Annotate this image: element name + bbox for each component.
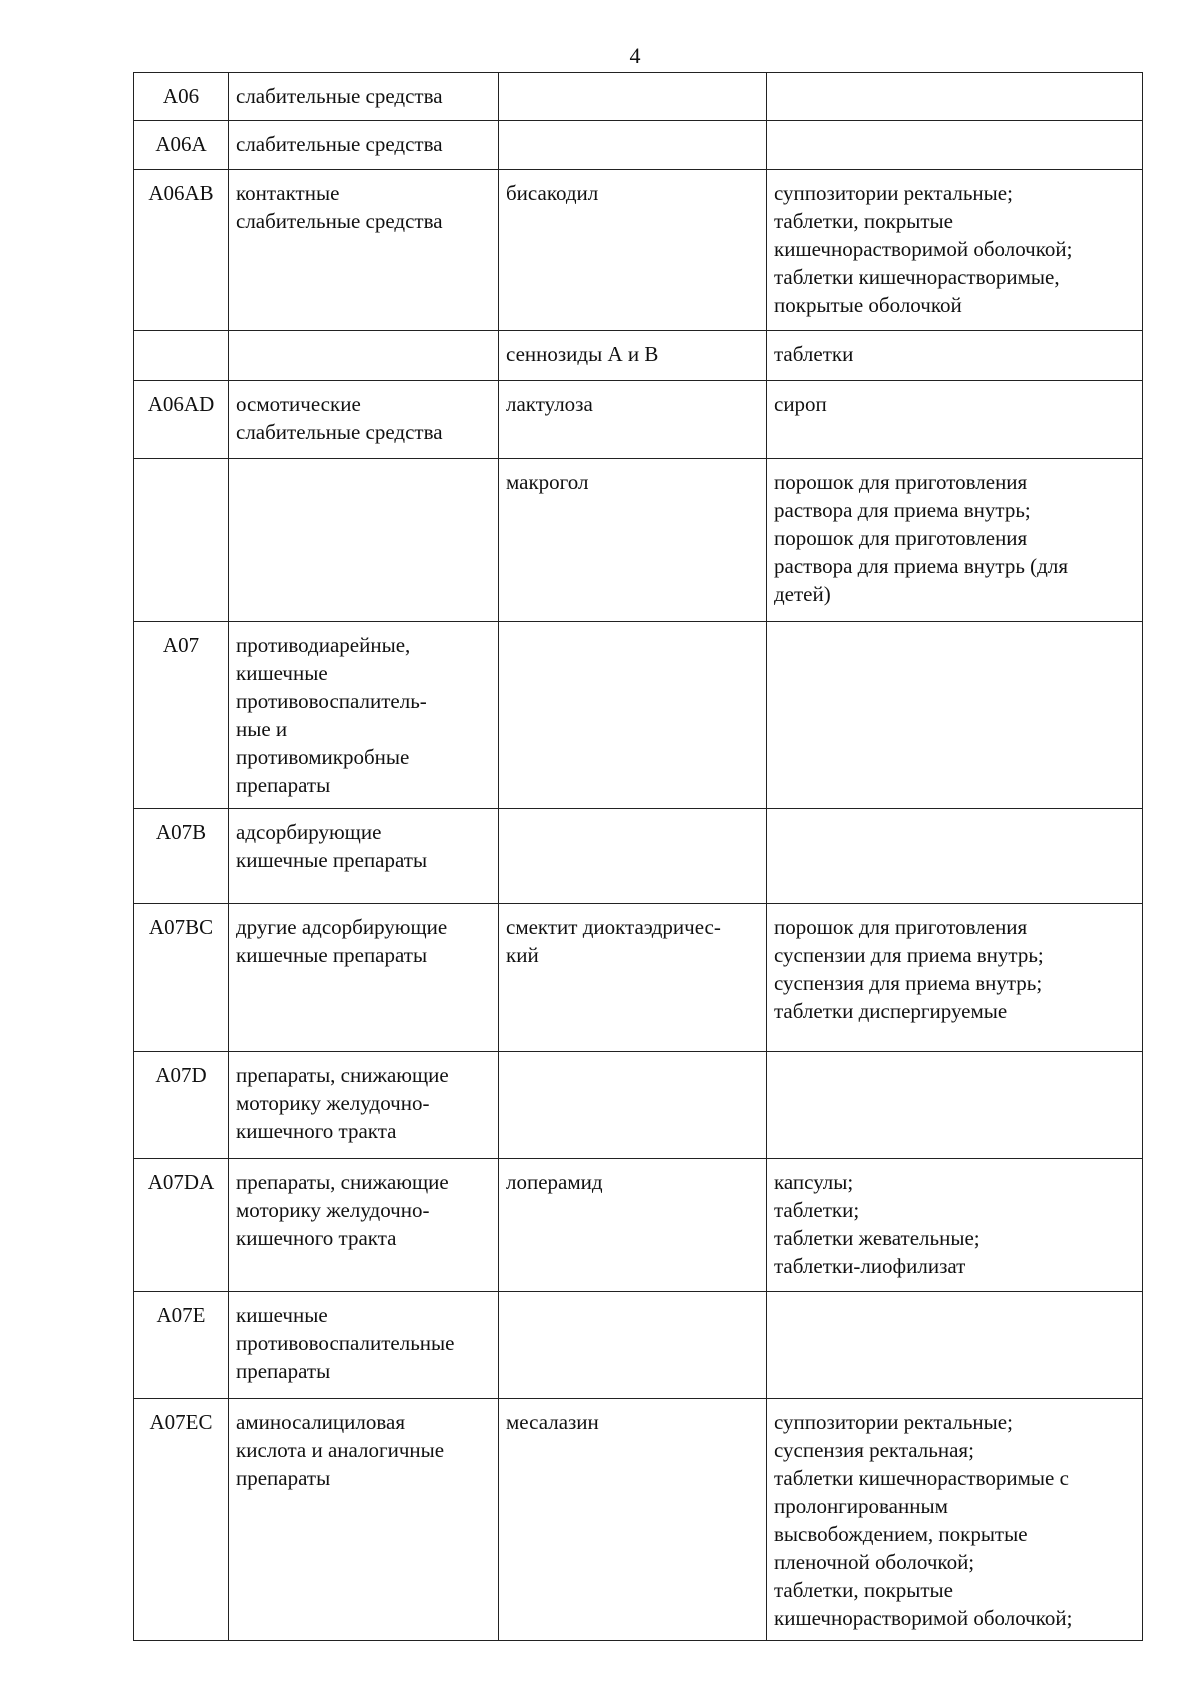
- page-number: 4: [629, 43, 641, 68]
- form-cell: [767, 1052, 1143, 1159]
- form-cell: [767, 622, 1143, 809]
- table-row: [134, 170, 1143, 331]
- atc-code-cell: А07ЕС: [134, 1399, 229, 1641]
- atc-code-cell: А06АВ: [134, 170, 229, 331]
- form-cell: суппозитории ректальные; суспензия ректальная; таблетки кишечнорастворимые с пролонгированным высвобождением, покрытые пленочной оболочкой; таблетки, покрытые кишечнорастворимой оболочкой;: [767, 1399, 1143, 1641]
- group-cell: аминосалициловая кислота и аналогичные препараты: [229, 1399, 499, 1641]
- table-row: [134, 459, 1143, 622]
- atc-code-cell: [134, 459, 229, 622]
- drug-cell: смектит диоктаэдричес- кий: [499, 904, 767, 1052]
- drug-classification-table: [133, 72, 1143, 1641]
- group-cell: кишечные противовоспалительные препараты: [229, 1292, 499, 1399]
- atc-code-cell: [134, 331, 229, 381]
- group-cell: противодиарейные, кишечные противовоспалитель- ные и противомикробные препараты: [229, 622, 499, 809]
- drug-cell: [499, 121, 767, 170]
- form-cell: [767, 1292, 1143, 1399]
- group-cell: [229, 459, 499, 622]
- drug-cell: [499, 622, 767, 809]
- form-cell: суппозитории ректальные; таблетки, покрытые кишечнорастворимой оболочкой; таблетки кишечнорастворимые, покрытые оболочкой: [767, 170, 1143, 331]
- drug-cell: [499, 809, 767, 904]
- group-cell: адсорбирующие кишечные препараты: [229, 809, 499, 904]
- drug-cell: [499, 73, 767, 121]
- atc-code-cell: А07DA: [134, 1159, 229, 1292]
- form-cell: [767, 809, 1143, 904]
- table-row: [134, 1399, 1143, 1641]
- form-cell: капсулы; таблетки; таблетки жевательные; таблетки-лиофилизат: [767, 1159, 1143, 1292]
- form-cell: порошок для приготовления раствора для приема внутрь; порошок для приготовления раствора для приема внутрь (для детей): [767, 459, 1143, 622]
- group-cell: другие адсорбирующие кишечные препараты: [229, 904, 499, 1052]
- group-cell: контактные слабительные средства: [229, 170, 499, 331]
- group-cell: слабительные средства: [229, 121, 499, 170]
- table-row: [134, 73, 1143, 121]
- drug-cell: месалазин: [499, 1399, 767, 1641]
- form-cell: [767, 121, 1143, 170]
- table-row: [134, 121, 1143, 170]
- form-cell: таблетки: [767, 331, 1143, 381]
- group-cell: осмотические слабительные средства: [229, 381, 499, 459]
- table-row: [134, 809, 1143, 904]
- drug-cell: сеннозиды А и В: [499, 331, 767, 381]
- group-cell: слабительные средства: [229, 73, 499, 121]
- table-row: [134, 1159, 1143, 1292]
- atc-code-cell: А06: [134, 73, 229, 121]
- drug-cell: лактулоза: [499, 381, 767, 459]
- atc-code-cell: А06А: [134, 121, 229, 170]
- drug-cell: [499, 1292, 767, 1399]
- atc-code-cell: А07D: [134, 1052, 229, 1159]
- atc-code-cell: А07: [134, 622, 229, 809]
- atc-code-cell: А06AD: [134, 381, 229, 459]
- form-cell: сироп: [767, 381, 1143, 459]
- form-cell: порошок для приготовления суспензии для приема внутрь; суспензия для приема внутрь; таблетки диспергируемые: [767, 904, 1143, 1052]
- table-row: [134, 622, 1143, 809]
- group-cell: препараты, снижающие моторику желудочно- кишечного тракта: [229, 1052, 499, 1159]
- table-row: [134, 904, 1143, 1052]
- drug-cell: лоперамид: [499, 1159, 767, 1292]
- table-row: [134, 381, 1143, 459]
- table-row: [134, 331, 1143, 381]
- atc-code-cell: А07Е: [134, 1292, 229, 1399]
- drug-cell: макрогол: [499, 459, 767, 622]
- atc-code-cell: А07ВС: [134, 904, 229, 1052]
- form-cell: [767, 73, 1143, 121]
- group-cell: [229, 331, 499, 381]
- drug-cell: [499, 1052, 767, 1159]
- atc-code-cell: А07В: [134, 809, 229, 904]
- drug-cell: бисакодил: [499, 170, 767, 331]
- table-row: [134, 1292, 1143, 1399]
- table-row: [134, 1052, 1143, 1159]
- group-cell: препараты, снижающие моторику желудочно- кишечного тракта: [229, 1159, 499, 1292]
